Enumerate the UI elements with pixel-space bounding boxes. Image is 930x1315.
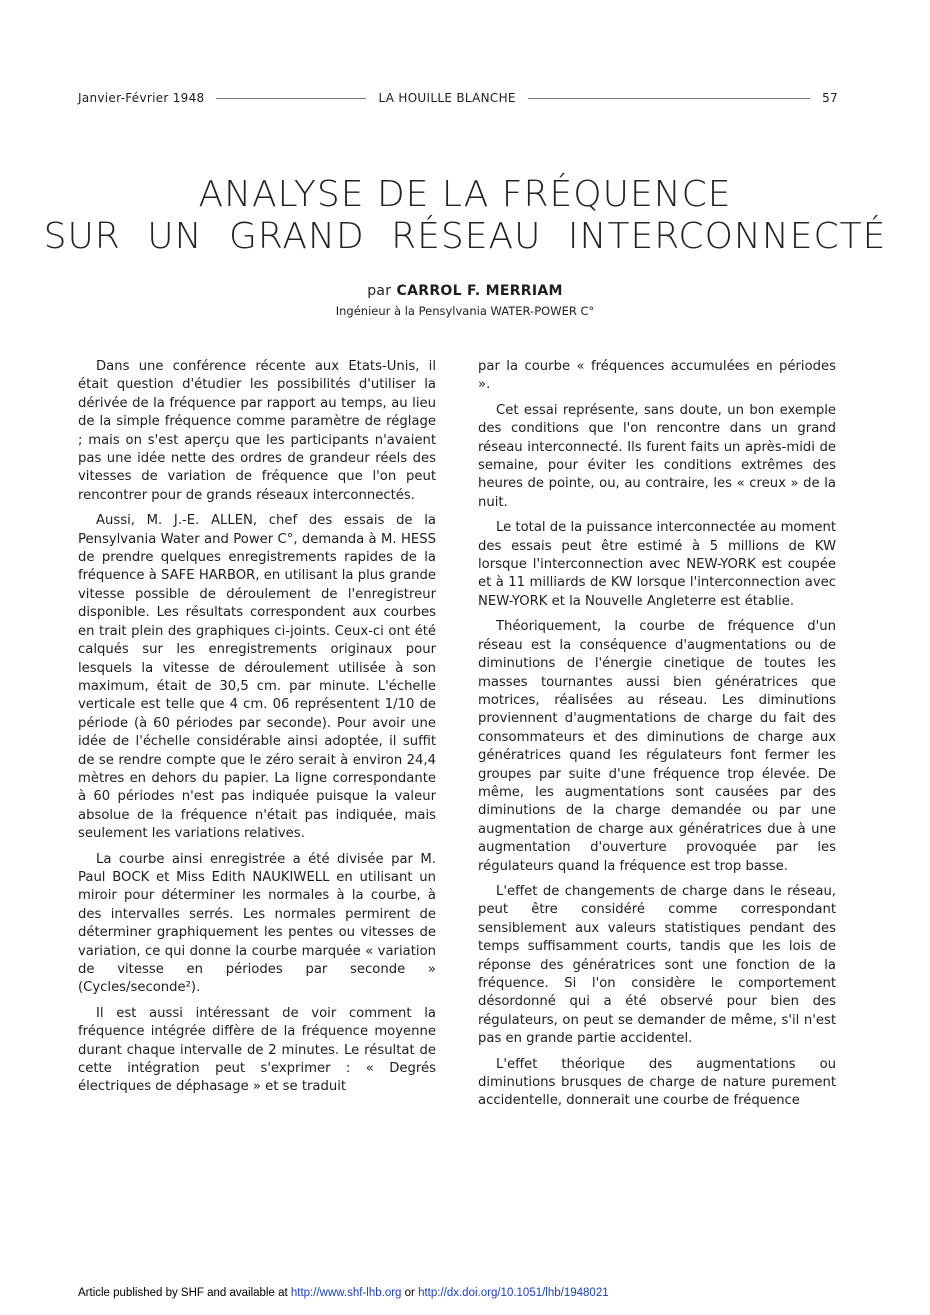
header-rule-left xyxy=(216,98,366,99)
page-number: 57 xyxy=(822,91,838,105)
publication-footer xyxy=(78,1287,878,1299)
footer-text-or: or xyxy=(401,1287,419,1299)
title-line-2: SUR UN GRAND RÉSEAU INTERCONNECTÉ xyxy=(43,216,887,257)
issue-date: Janvier-Février 1948 xyxy=(78,91,205,105)
paragraph: L'effet de changements de charge dans le réseau, peut être considéré comme correspondant sensiblement aux valeurs statistiques pendant des temps suffisamment courts, tandis que les lois de réponse des génératrices sont une fonction de la fréquence. Si l'on considère le comportement désordonné qui a été observé pour bien des régulateurs, on peut se demander de même, s'il n'est pas en grande partie accidentel. xyxy=(478,883,836,1047)
title-line-1: ANALYSE DE LA FRÉQUENCE xyxy=(198,174,732,215)
shf-site-link[interactable]: http://www.shf-lhb.org xyxy=(290,1287,402,1299)
paragraph: Théoriquement, la courbe de fréquence d'un réseau est la conséquence d'augmentations ou de diminutions de l'énergie cinetique de toutes les masses tournantes aussi bien génératrices que motrices, réalisées au réseau. Les diminutions proviennent d'augmentations de charge du fait des consommateurs et des diminutions de charge aux génératrices quand les régulateurs font fermer les groupes par suite d'une fréquence trop élevée. De même, les augmentations sont causées par des diminutions de la charge demandée ou par une augmentation de charge aux génératrices due à une augmentation d'ouverture provoquée par les régulateurs quand la fréquence est trop basse. xyxy=(478,619,836,874)
byline-prefix: par xyxy=(367,283,392,299)
header-rule-right xyxy=(528,98,810,99)
paragraph: Aussi, M. J.-E. ALLEN, chef des essais de la Pensylvania Water and Power C°, demanda à M. HESS de prendre quelques enregistrements rapides de la fréquence à SAFE HARBOR, en utilisant la plus grande vitesse possible de déroulement de l'enregistreur disponible. Les résultats correspondent aux courbes en trait plein des graphiques ci-joints. Ceux-ci ont été calqués sur les enregistrements originaux pour lesquels la vitesse de déroulement utilisée à son maximum, était de 30,5 cm. par minute. L'échelle verticale est telle que 4 cm. 06 représentent 1/10 de période (à 60 périodes par seconde). Pour avoir une idée de l'échelle considérable ainsi adoptée, il suffit de se rendre compte que le zéro serait à environ 24,4 mètres en dehors du papier. La ligne correspondante à 60 périodes n'est pas indiquée puisque la valeur absolue de la fréquence n'était pas indiquée, mais seulement les variations relatives. xyxy=(78,513,436,842)
byline xyxy=(0,283,930,299)
left-column xyxy=(78,358,436,1104)
paragraph: Dans une conférence récente aux Etats-Unis, il était question d'étudier les possibilités d'utiliser la dérivée de la fréquence par rapport au temps, au lieu de la simple fréquence comme paramètre de réglage ; mais on s'est aperçu que les participants n'avaient pas une idée nette des ordres de grandeur réels des vitesses de variation de fréquence que l'on peut rencontrer pour de grands réseaux interconnectés. xyxy=(78,359,436,503)
running-head xyxy=(78,89,838,107)
journal-name: LA HOUILLE BLANCHE xyxy=(378,91,516,105)
doi-link[interactable]: http://dx.doi.org/10.1051/lhb/1948021 xyxy=(418,1287,609,1299)
author-affiliation: Ingénieur à la Pensylvania WATER-POWER C° xyxy=(335,304,595,318)
paragraph: Cet essai représente, sans doute, un bon exemple des conditions que l'on rencontre dans un grand réseau interconnecté. Ils furent faits un après-midi de semaine, pour éviter les conditions extrêmes des heures de pointe, ou, au contraire, les « creux » de la nuit. xyxy=(478,402,836,510)
author-name: CARROL F. MERRIAM xyxy=(396,283,563,299)
footer-text: Article published by SHF and available at xyxy=(78,1287,291,1299)
paragraph-continued: par la courbe « fréquences accumulées en périodes ». xyxy=(478,359,836,393)
paragraph: Il est aussi intéressant de voir comment la fréquence intégrée diffère de la fréquence moyenne durant chaque intervalle de 2 minutes. Le résultat de cette intégration peut s'exprimer : « Degrés électriques de déphasage » et se traduit xyxy=(78,1005,436,1095)
paragraph: Le total de la puissance interconnectée au moment des essais peut être estimé à 5 millions de KW lorsque l'interconnection avec NEW-YORK est coupée et à 11 milliards de KW lorsque l'interconnection avec NEW-YORK et la Nouvelle Angleterre est établie. xyxy=(478,520,836,609)
paragraph: L'effet théorique des augmentations ou diminutions brusques de charge de nature purement accidentelle, donnerait une courbe de fréquence xyxy=(478,1056,836,1109)
right-column xyxy=(478,358,836,1118)
paragraph: La courbe ainsi enregistrée a été divisée par M. Paul BOCK et Miss Edith NAUKIWELL en utilisant un miroir pour déterminer les normales à la courbe, à des intervalles serrés. Les normales permirent de déterminer graphiquement les pentes ou vitesses de variation, ce qui donne la courbe marquée « variation de vitesse en périodes par seconde » (Cycles/seconde²). xyxy=(78,851,436,996)
